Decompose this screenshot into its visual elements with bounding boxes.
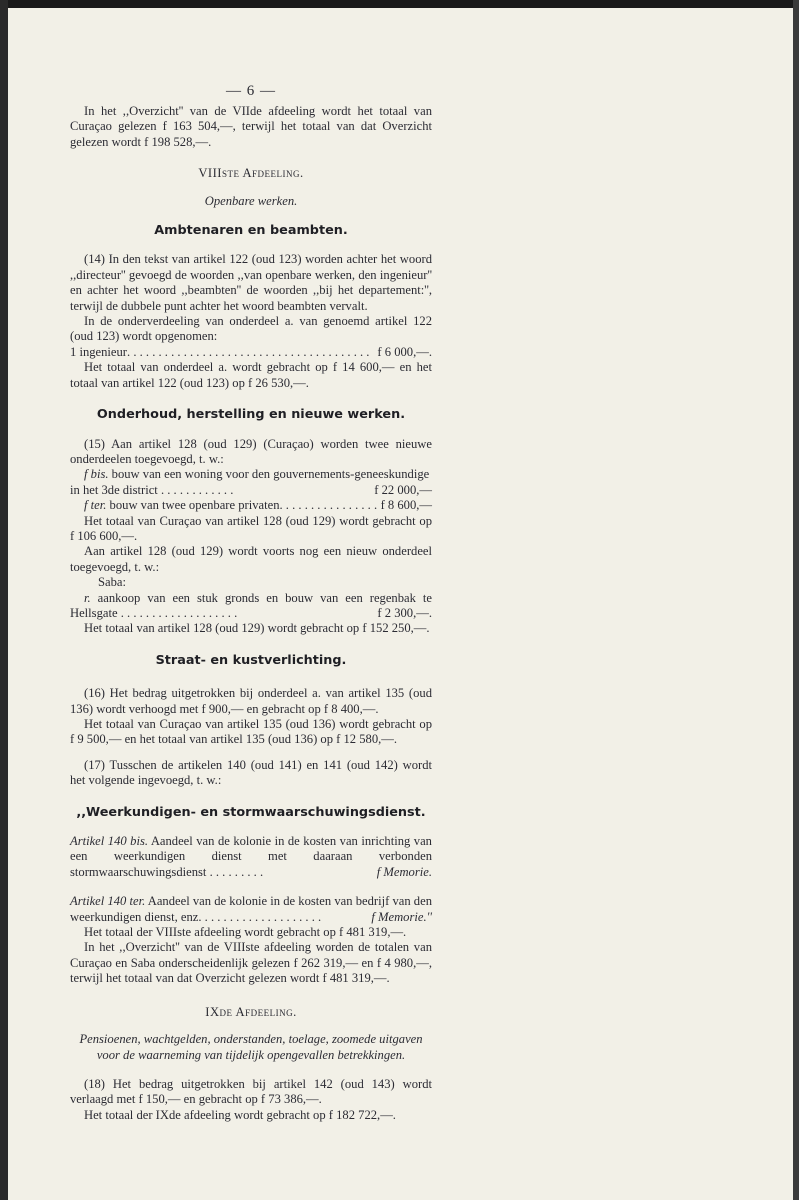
item-value: f 8 600,— xyxy=(380,498,432,513)
line-r xyxy=(70,591,432,622)
item-mark: r. xyxy=(84,590,91,605)
section-title: VIIIste Afdeeling. xyxy=(198,166,304,181)
item-mark: f bis. xyxy=(84,467,109,482)
page-number: — 6 — xyxy=(226,83,276,99)
section-subtitle: Openbare werken. xyxy=(204,193,298,208)
heading-ambtenaren: Ambtenaren en beambten. xyxy=(154,223,348,239)
leader-dots-text: . . . . . . . . . . . . . . . . . . . xyxy=(204,909,322,924)
item-value: f 2 300,—. xyxy=(377,605,432,620)
paragraph-15-final: Het totaal van artikel 128 (oud 129) wordt gebracht op f 152 250,—. xyxy=(84,621,430,636)
paragraph-14: (14) In den tekst van artikel 122 (oud 123) worden achter het woord ,,directeur'' gevoegd de woorden ,,van openbare werken, den ingenieur'' en achter het woord ,,beambten'' de woorden ,,bij het departement:'', terwijl de dubbele punt achter het woord beambten vervalt. xyxy=(70,252,432,313)
item-text: bouw van twee openbare privaten xyxy=(109,498,280,513)
article-140-ter xyxy=(70,894,432,925)
intro-paragraph: In het ,,Overzicht'' van de VIIde afdeeling wordt het totaal van Curaçao gelezen f 163 504,—, terwijl het totaal van dat Overzicht gelezen wordt f 198 528,—. xyxy=(70,104,432,149)
leader-dots xyxy=(280,498,377,513)
saba-label: Saba: xyxy=(98,575,126,590)
paragraph-18-total: Het totaal der IXde afdeeling wordt gebracht op f 182 722,—. xyxy=(84,1107,396,1122)
paragraph-17: (17) Tusschen de artikelen 140 (oud 141) en 141 (oud 142) wordt het volgende ingevoegd, t. w.: xyxy=(70,757,432,788)
article-label: Artikel 140 bis. xyxy=(70,834,148,849)
article-text: Aandeel van de kolonie in de kosten van bedrijf van den weerkundigen dienst, enz. xyxy=(70,894,432,924)
heading-straatverlichting: Straat- en kustverlichting. xyxy=(155,652,347,668)
section-title: IXde Afdeeling. xyxy=(205,1004,297,1019)
line-value: f 6 000,—. xyxy=(377,344,432,359)
article-label: Artikel 140 ter. xyxy=(70,894,146,909)
line-ingenieur xyxy=(70,345,432,360)
leader-dots-text: . . . . . . . . . xyxy=(209,864,264,879)
scan-border-right xyxy=(793,0,799,1200)
item-value: f 22 000,— xyxy=(374,482,432,497)
paragraph-14-total: Het totaal van onderdeel a. wordt gebracht op f 14 600,— en het totaal van artikel 122 (oud 123) op f 26 530,—. xyxy=(70,360,432,390)
paragraph-18: (18) Het bedrag uitgetrokken bij artikel 142 (oud 143) wordt verlaagd met f 150,— en gebracht op f 73 386,—. xyxy=(70,1076,432,1107)
document-page xyxy=(8,8,793,1200)
scan-border-left xyxy=(0,0,8,1200)
article-value: f Memorie.'' xyxy=(371,909,432,924)
paragraph-16: (16) Het bedrag uitgetrokken bij onderdeel a. van artikel 135 (oud 136) wordt verhoogd met f 900,— en gebracht op f 8 400,—. xyxy=(70,686,432,716)
item-text: aankoop van een stuk gronds en bouw van een regenbak te Hellsgate xyxy=(70,590,432,620)
article-value: f Memorie. xyxy=(376,864,432,879)
line-f-bis xyxy=(70,467,432,498)
paragraph-15-total: Het totaal van Curaçao van artikel 128 (oud 129) wordt gebracht op f 106 600,—. xyxy=(70,513,432,543)
paragraph-16-total: Het totaal van Curaçao van artikel 135 (oud 136) wordt gebracht op f 9 500,— en het totaal van artikel 135 (oud 136) op f 12 580,—. xyxy=(70,717,432,747)
leader-dots xyxy=(127,345,373,360)
paragraph-15: (15) Aan artikel 128 (oud 129) (Curaçao) worden twee nieuwe onderdeelen toegevoegd, t. w.: xyxy=(70,436,432,466)
scan-border-top xyxy=(0,0,799,8)
item-mark: f ter. xyxy=(84,498,107,513)
paragraph-14-subdivision: In de onderverdeeling van onderdeel a. van genoemd artikel 122 (oud 123) wordt opgenomen: xyxy=(70,314,432,344)
section-subtitle: Pensioenen, wachtgelden, onderstanden, toelage, zoomede uitgaven voor de waarneming van tijdelijk opengevallen betrekkingen. xyxy=(79,1032,423,1062)
leader-dots-text: . . . . . . . . . . . . xyxy=(160,482,234,497)
heading-onderhoud: Onderhoud, herstelling en nieuwe werken. xyxy=(96,407,406,423)
heading-weerkundigen: ,,Weerkundigen- en stormwaarschuwingsdienst. xyxy=(76,804,426,820)
line-label: 1 ingenieur xyxy=(70,344,128,359)
paragraph-15-extra: Aan artikel 128 (oud 129) wordt voorts nog een nieuw onderdeel toegevoegd, t. w.: xyxy=(70,544,432,574)
line-f-ter xyxy=(70,498,432,513)
leader-dots-text: . . . . . . . . . . . . . . . . . . . xyxy=(120,605,238,620)
paragraph-overzicht: In het ,,Overzicht'' van de VIIIste afdeeling worden de totalen van Curaçao en Saba onderscheidenlijk gelezen f 262 319,— en f 4 980,—, terwijl het totaal van dat Overzicht gelezen wordt f 481 319,—. xyxy=(70,940,432,986)
article-text: Aandeel van de kolonie in de kosten van inrichting van een weerkundigen dienst met daaraan verbonden stormwaarschuwingsdienst xyxy=(70,834,432,879)
text-column xyxy=(70,8,432,1123)
item-text: bouw van een woning voor den gouvernements-geneeskundige in het 3de district xyxy=(70,467,430,497)
paragraph-section-total: Het totaal der VIIIste afdeeling wordt gebracht op f 481 319,—. xyxy=(84,925,407,940)
article-140-bis xyxy=(70,834,432,880)
